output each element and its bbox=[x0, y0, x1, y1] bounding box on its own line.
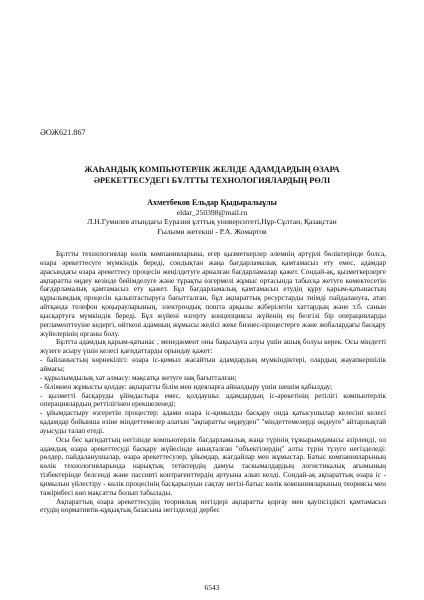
udc-code: ӘОЖ621.867 bbox=[40, 128, 86, 137]
list-item: - білімнен жұмысты қолдау: ақпаратты білім мен идеяларға айналдыру үшін шешім қабылдау; bbox=[40, 382, 333, 391]
page-number: 6543 bbox=[204, 583, 220, 592]
supervisor: Ғылыми жетекші - Р.А. Жомартов bbox=[157, 226, 267, 236]
list-item: - ұйымдастыру өзгеретін процестер: адами өзара іс-қимылды басқару онда қатысушылар келесіні келесі қадамдар бойынша өзіне міндеттемелер алатын "ақпаратты өңдеуден" "міндеттемелерді өңдеуге" айтарлықтай ауысуды талап етеді. bbox=[40, 409, 386, 435]
body-text bbox=[40, 250, 386, 515]
author-block bbox=[40, 198, 384, 236]
paragraph: Бұлтта адамдық қарым-қатынас , менеджмент оны бақылауға алуы үшін ашық болуы керек. Осы міндетті жүзеге асыру үшін келесі қағидаттарды орындау қажет: bbox=[40, 338, 386, 356]
title-line-2: ӘРЕКЕТТЕСУДЕГІ БҰЛТТЫ ТЕХНОЛОГИЯЛАРДЫҢ РӨЛІ bbox=[93, 176, 331, 185]
paper-title bbox=[40, 164, 384, 186]
title-line-1: ЖАҺАНДЫҚ КОМПЬЮТЕРЛІК ЖЕЛІДЕ АДАМДАРДЫҢ ӨЗАРА bbox=[84, 165, 340, 174]
paragraph: Ақпараттық өзара әрекеттесудің теориялық негіздері ақпаратты қорғау мен қауіпсіздікті қамтамасыз етудің нормативтік-құқықтық базасына негізделеді дербес bbox=[40, 497, 386, 515]
list-item: - қызметті басқаруды ұйімдастыра емес, қолдаушы: адамдардың іс-әрекетінің ретілігі компьютерлік операциялардың реттілігінен ерекшеленеді; bbox=[40, 391, 386, 409]
list-item: - құрылымдылық хат алмасу: мақсатқа жетуге нақ бағытталған; bbox=[40, 373, 237, 382]
list-item: - байланыстың көрнекілігі: өзара іс-қимыл жасайтын адамдардың мүмкіндіктері, олардың жауапкершілік аймағы; bbox=[40, 356, 386, 373]
author-name: Ахметбеков Ельдар Қыдыралыұлы bbox=[147, 198, 277, 207]
author-affiliation: Л.Н.Гумилев атындағы Еуразия ұлттық университеті,Нұр-Сұлтан, Қазақстан bbox=[87, 217, 337, 227]
paragraph: Бұлтты технологиялар көлік компанияларына, егер қызметкерлер әлемнің әртүрлі бөліктерінде болса, өзара әрекеттесуге мүмкіндік береді, сондықтан жаңа бағдарламалық қамтамасыз ету емес, адамдар арасындағы өзара әрекеттесу процесін жеңілдетуге арналған бағдарламалар қажет. Сондай-ақ, қызметкерлерге ақпаратты өңдеу кезінде бейімделуге және тұрақты өзгермелі жұмыс ортасында табысқа жетуге көмектесетін бағдарламалық қамтамасыз ету қажет. Бұл бағдарламалық қамтамасыз етудің құру қарым-қатынастың құрылымдық процесін қалыптастыруға бағытталған, бұл ақпараттық ресурстарды тиімді пайдалануға, атап айтқанда телефон қоңырауларының, электрондық пошта арқылы жіберілетін хаттардың және т.б. санын қысқартуға мүмкіндік береді. Бұл жүйені өзгерту концепциясы жүйенің ең белгілі бір операцияларды регламенттеуіне кедергі, өйткені адамның жұмысы желісі жеке бизнес-процестерге және жобалардағы басқару жүйелерінің органы болу. bbox=[40, 250, 386, 338]
paragraph: Осы бес қағидаттың негізінде компьютерлік бағдарламалық жаңа түрінің тұжырымдамасы әзірленді, ол адамдық өзара әрекеттесуді басқару жүйесінде анықталған "объектілердің" алты түрін түзуге негізделеді: рөлдер, пайдаланушылар, өзара әрекеттесулер, ұйымдар, жағдайлар мен жұмыстар. Батыс компанияларының көлік технологияларында нарықтық тетіктердің дамуы таскымалдардың логистикалық ағымының тізбектерінде белсенді және пассивті контрагенттердің артуына алып келді. Сондай-ақ ақпараттық өзара іс - қимылын үйлестіру - көлік процесінің басқарылуын сақтау негізі-батыс көлік компанияларының теориясы мен тәжірибесі көп мақсатты болып табылады. bbox=[40, 435, 386, 497]
author-email: eldar_250398@mail.ru bbox=[176, 207, 248, 217]
